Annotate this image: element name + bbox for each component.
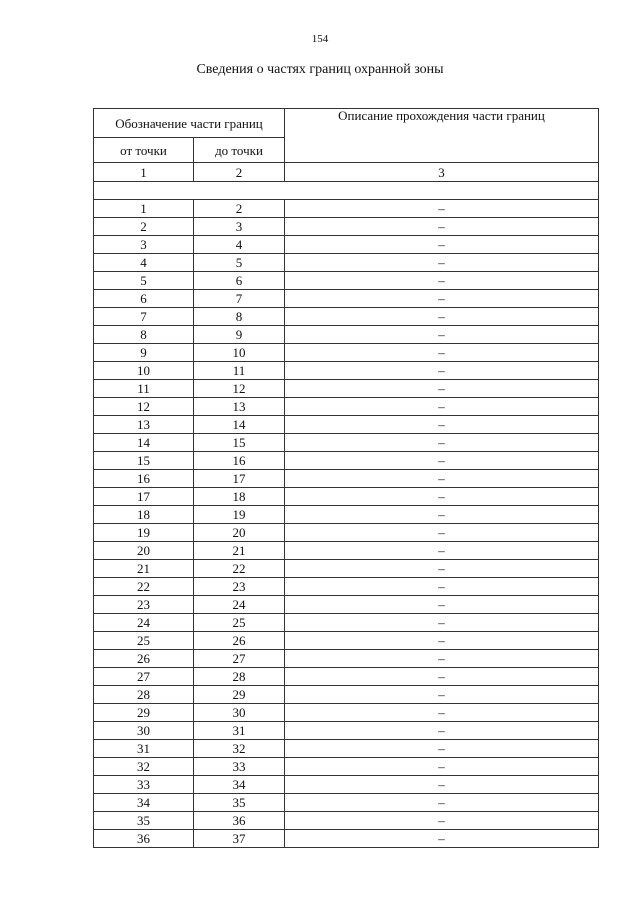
table-row bbox=[94, 308, 599, 326]
description-cell: – bbox=[285, 722, 599, 740]
table-row bbox=[94, 362, 599, 380]
description-cell: – bbox=[285, 398, 599, 416]
from-point-cell: 30 bbox=[94, 722, 194, 740]
description-header: Описание прохождения части границ bbox=[285, 109, 599, 163]
table-row bbox=[94, 596, 599, 614]
to-point-cell: 19 bbox=[194, 506, 285, 524]
table-row bbox=[94, 326, 599, 344]
description-cell: – bbox=[285, 578, 599, 596]
description-cell: – bbox=[285, 686, 599, 704]
table-row bbox=[94, 686, 599, 704]
description-cell: – bbox=[285, 758, 599, 776]
to-point-header: до точки bbox=[194, 138, 285, 163]
to-point-cell: 21 bbox=[194, 542, 285, 560]
description-cell: – bbox=[285, 524, 599, 542]
table-row bbox=[94, 344, 599, 362]
from-point-cell: 23 bbox=[94, 596, 194, 614]
to-point-cell: 14 bbox=[194, 416, 285, 434]
description-cell: – bbox=[285, 290, 599, 308]
to-point-cell: 23 bbox=[194, 578, 285, 596]
from-point-cell: 12 bbox=[94, 398, 194, 416]
from-point-cell: 36 bbox=[94, 830, 194, 848]
description-cell: – bbox=[285, 794, 599, 812]
description-cell: – bbox=[285, 344, 599, 362]
table-row bbox=[94, 452, 599, 470]
document-title: Сведения о частях границ охранной зоны bbox=[196, 62, 444, 77]
table-row bbox=[94, 290, 599, 308]
table-row bbox=[94, 236, 599, 254]
description-cell: – bbox=[285, 272, 599, 290]
section-spacer-row bbox=[94, 182, 599, 200]
description-cell: – bbox=[285, 236, 599, 254]
description-cell: – bbox=[285, 542, 599, 560]
table-row bbox=[94, 614, 599, 632]
description-cell: – bbox=[285, 488, 599, 506]
to-point-cell: 6 bbox=[194, 272, 285, 290]
table-row bbox=[94, 758, 599, 776]
table-row bbox=[94, 488, 599, 506]
to-point-cell: 10 bbox=[194, 344, 285, 362]
table-row bbox=[94, 434, 599, 452]
description-cell: – bbox=[285, 650, 599, 668]
description-cell: – bbox=[285, 326, 599, 344]
to-point-cell: 11 bbox=[194, 362, 285, 380]
from-point-cell: 10 bbox=[94, 362, 194, 380]
description-cell: – bbox=[285, 254, 599, 272]
column-number: 2 bbox=[194, 163, 285, 182]
to-point-cell: 34 bbox=[194, 776, 285, 794]
from-point-cell: 4 bbox=[94, 254, 194, 272]
to-point-cell: 37 bbox=[194, 830, 285, 848]
table-row bbox=[94, 200, 599, 218]
to-point-cell: 4 bbox=[194, 236, 285, 254]
from-point-cell: 14 bbox=[94, 434, 194, 452]
description-cell: – bbox=[285, 596, 599, 614]
table-row bbox=[94, 272, 599, 290]
from-point-cell: 21 bbox=[94, 560, 194, 578]
column-number: 1 bbox=[94, 163, 194, 182]
from-point-cell: 1 bbox=[94, 200, 194, 218]
from-point-cell: 18 bbox=[94, 506, 194, 524]
description-cell: – bbox=[285, 812, 599, 830]
description-cell: – bbox=[285, 560, 599, 578]
description-cell: – bbox=[285, 470, 599, 488]
to-point-cell: 13 bbox=[194, 398, 285, 416]
to-point-cell: 9 bbox=[194, 326, 285, 344]
from-point-cell: 3 bbox=[94, 236, 194, 254]
from-point-cell: 33 bbox=[94, 776, 194, 794]
from-point-cell: 25 bbox=[94, 632, 194, 650]
column-number: 3 bbox=[285, 163, 599, 182]
table-row bbox=[94, 416, 599, 434]
from-point-cell: 9 bbox=[94, 344, 194, 362]
from-point-cell: 31 bbox=[94, 740, 194, 758]
to-point-cell: 26 bbox=[194, 632, 285, 650]
to-point-cell: 24 bbox=[194, 596, 285, 614]
from-point-cell: 7 bbox=[94, 308, 194, 326]
from-point-cell: 34 bbox=[94, 794, 194, 812]
from-point-cell: 11 bbox=[94, 380, 194, 398]
from-point-cell: 6 bbox=[94, 290, 194, 308]
table-row bbox=[94, 254, 599, 272]
table-row bbox=[94, 218, 599, 236]
to-point-cell: 2 bbox=[194, 200, 285, 218]
boundary-designation-header: Обозначение части границ bbox=[94, 109, 285, 138]
section-spacer-cell bbox=[94, 182, 599, 200]
description-cell: – bbox=[285, 308, 599, 326]
description-cell: – bbox=[285, 434, 599, 452]
table-row bbox=[94, 380, 599, 398]
table-row bbox=[94, 470, 599, 488]
to-point-cell: 27 bbox=[194, 650, 285, 668]
description-cell: – bbox=[285, 452, 599, 470]
from-point-cell: 27 bbox=[94, 668, 194, 686]
to-point-cell: 33 bbox=[194, 758, 285, 776]
to-point-cell: 30 bbox=[194, 704, 285, 722]
to-point-cell: 25 bbox=[194, 614, 285, 632]
table-row bbox=[94, 524, 599, 542]
to-point-cell: 8 bbox=[194, 308, 285, 326]
description-cell: – bbox=[285, 668, 599, 686]
description-cell: – bbox=[285, 362, 599, 380]
to-point-cell: 7 bbox=[194, 290, 285, 308]
boundary-parts-table bbox=[93, 108, 599, 848]
table-row bbox=[94, 740, 599, 758]
description-cell: – bbox=[285, 830, 599, 848]
to-point-cell: 15 bbox=[194, 434, 285, 452]
description-cell: – bbox=[285, 614, 599, 632]
description-cell: – bbox=[285, 380, 599, 398]
from-point-cell: 15 bbox=[94, 452, 194, 470]
to-point-cell: 35 bbox=[194, 794, 285, 812]
to-point-cell: 16 bbox=[194, 452, 285, 470]
to-point-cell: 36 bbox=[194, 812, 285, 830]
to-point-cell: 20 bbox=[194, 524, 285, 542]
from-point-cell: 20 bbox=[94, 542, 194, 560]
table-row bbox=[94, 722, 599, 740]
page-number: 154 bbox=[311, 33, 329, 45]
from-point-cell: 29 bbox=[94, 704, 194, 722]
table-row bbox=[94, 560, 599, 578]
description-cell: – bbox=[285, 632, 599, 650]
table-row bbox=[94, 704, 599, 722]
table-row bbox=[94, 812, 599, 830]
from-point-cell: 24 bbox=[94, 614, 194, 632]
from-point-header: от точки bbox=[94, 138, 194, 163]
table-row bbox=[94, 578, 599, 596]
to-point-cell: 29 bbox=[194, 686, 285, 704]
from-point-cell: 32 bbox=[94, 758, 194, 776]
table-row bbox=[94, 668, 599, 686]
table-row bbox=[94, 794, 599, 812]
from-point-cell: 22 bbox=[94, 578, 194, 596]
table-row bbox=[94, 830, 599, 848]
table-row bbox=[94, 650, 599, 668]
from-point-cell: 13 bbox=[94, 416, 194, 434]
from-point-cell: 16 bbox=[94, 470, 194, 488]
to-point-cell: 3 bbox=[194, 218, 285, 236]
table-row bbox=[94, 776, 599, 794]
from-point-cell: 2 bbox=[94, 218, 194, 236]
from-point-cell: 17 bbox=[94, 488, 194, 506]
description-cell: – bbox=[285, 740, 599, 758]
column-number-row bbox=[94, 163, 599, 182]
to-point-cell: 31 bbox=[194, 722, 285, 740]
description-cell: – bbox=[285, 776, 599, 794]
to-point-cell: 28 bbox=[194, 668, 285, 686]
from-point-cell: 26 bbox=[94, 650, 194, 668]
description-cell: – bbox=[285, 218, 599, 236]
from-point-cell: 19 bbox=[94, 524, 194, 542]
description-cell: – bbox=[285, 416, 599, 434]
from-point-cell: 35 bbox=[94, 812, 194, 830]
from-point-cell: 28 bbox=[94, 686, 194, 704]
table-row bbox=[94, 506, 599, 524]
table-row bbox=[94, 632, 599, 650]
description-cell: – bbox=[285, 506, 599, 524]
to-point-cell: 17 bbox=[194, 470, 285, 488]
to-point-cell: 18 bbox=[194, 488, 285, 506]
to-point-cell: 5 bbox=[194, 254, 285, 272]
table-row bbox=[94, 398, 599, 416]
description-cell: – bbox=[285, 200, 599, 218]
description-cell: – bbox=[285, 704, 599, 722]
to-point-cell: 12 bbox=[194, 380, 285, 398]
to-point-cell: 32 bbox=[194, 740, 285, 758]
to-point-cell: 22 bbox=[194, 560, 285, 578]
from-point-cell: 5 bbox=[94, 272, 194, 290]
from-point-cell: 8 bbox=[94, 326, 194, 344]
table-row bbox=[94, 542, 599, 560]
